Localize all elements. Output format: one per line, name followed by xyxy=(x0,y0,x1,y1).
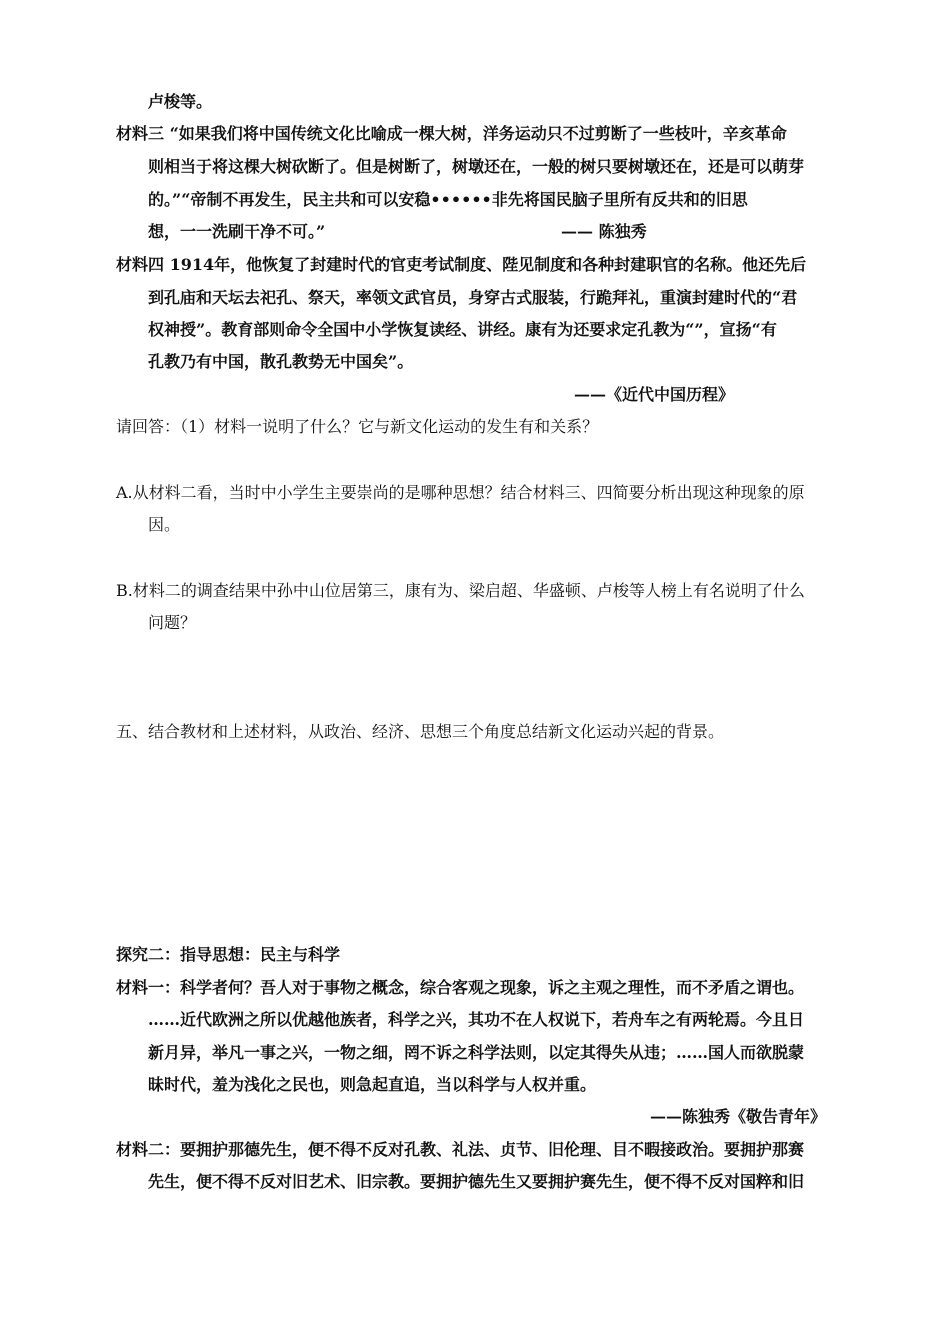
material-1-heading: 材料一：科学者何？吾人对于事物之概念，综合客观之现象，诉之主观之理性，而不矛盾之谓也。 xyxy=(116,978,805,997)
text-line: 孔教乃有中国，散孔教势无中国矣”。 xyxy=(148,352,414,371)
text-line: 昧时代，羞为浅化之民也，则急起直追，当以科学与人权并重。 xyxy=(148,1075,597,1094)
section-title: 探究二：指导思想：民主与科学 xyxy=(116,945,341,964)
question-a: A.从材料二看，当时中小学生主要崇尚的是哪种思想？结合材料三、四简要分析出现这种现象的原 xyxy=(116,483,805,502)
text-line: 权神授”。教育部则命令全国中小学恢复读经、讲经。康有为还要求定孔教为“”，宣扬“有 xyxy=(148,320,777,339)
text-line: ……近代欧洲之所以优越他族者，科学之兴，其功不在人权说下，若舟车之有两轮焉。今且日 xyxy=(148,1010,805,1029)
material-3-heading: 材料三 “如果我们将中国传统文化比喻成一棵大树，洋务运动只不过剪断了一些枝叶，辛亥革命 xyxy=(116,124,787,143)
source-attribution: ——陈独秀《敬告青年》 xyxy=(650,1107,827,1126)
question-b: B.材料二的调查结果中孙中山位居第三，康有为、梁启超、华盛顿、卢梭等人榜上有名说明了什么 xyxy=(116,581,805,600)
material-4-heading: 材料四 1914年，他恢复了封建时代的官吏考试制度、陛见制度和各种封建职官的名称。他还先后 xyxy=(116,255,807,274)
text-line: 则相当于将这棵大树砍断了。但是树断了，树墩还在，一般的树只要树墩还在，还是可以萌芽 xyxy=(148,157,805,176)
text-line: 先生，便不得不反对旧艺术、旧宗教。要拥护德先生又要拥护赛先生，便不得不反对国粹和旧 xyxy=(148,1172,805,1191)
text-line: 的。”“帝制不再发生，民主共和可以安稳••••••非先将国民脑子里所有反共和的旧思 xyxy=(148,190,748,209)
text-line: 想，一一洗刷干净不可。” xyxy=(148,222,326,241)
text-line: 到孔庙和天坛去祀孔、祭天，率领文武官员，身穿古式服装，行跪拜礼，重演封建时代的“君 xyxy=(148,288,798,307)
question-5: 五、结合教材和上述材料，从政治、经济、思想三个角度总结新文化运动兴起的背景。 xyxy=(116,722,725,741)
source-attribution: —— 陈独秀 xyxy=(561,222,647,241)
material-2-heading: 材料二：要拥护那德先生，便不得不反对孔教、礼法、贞节、旧伦理、目不暇接政治。要拥护那赛 xyxy=(116,1140,805,1159)
text-line: 新月异，举凡一事之兴，一物之细，罔不诉之科学法则，以定其得失从违；……国人而欲脱蒙 xyxy=(148,1043,805,1062)
question-b-cont: 问题？ xyxy=(148,613,197,632)
source-attribution: ——《近代中国历程》 xyxy=(574,385,735,404)
text-line: 卢梭等。 xyxy=(148,92,213,111)
question-1: 请回答：（1）材料一说明了什么？它与新文化运动的发生有和关系？ xyxy=(116,417,599,436)
question-a-cont: 因。 xyxy=(148,515,181,534)
